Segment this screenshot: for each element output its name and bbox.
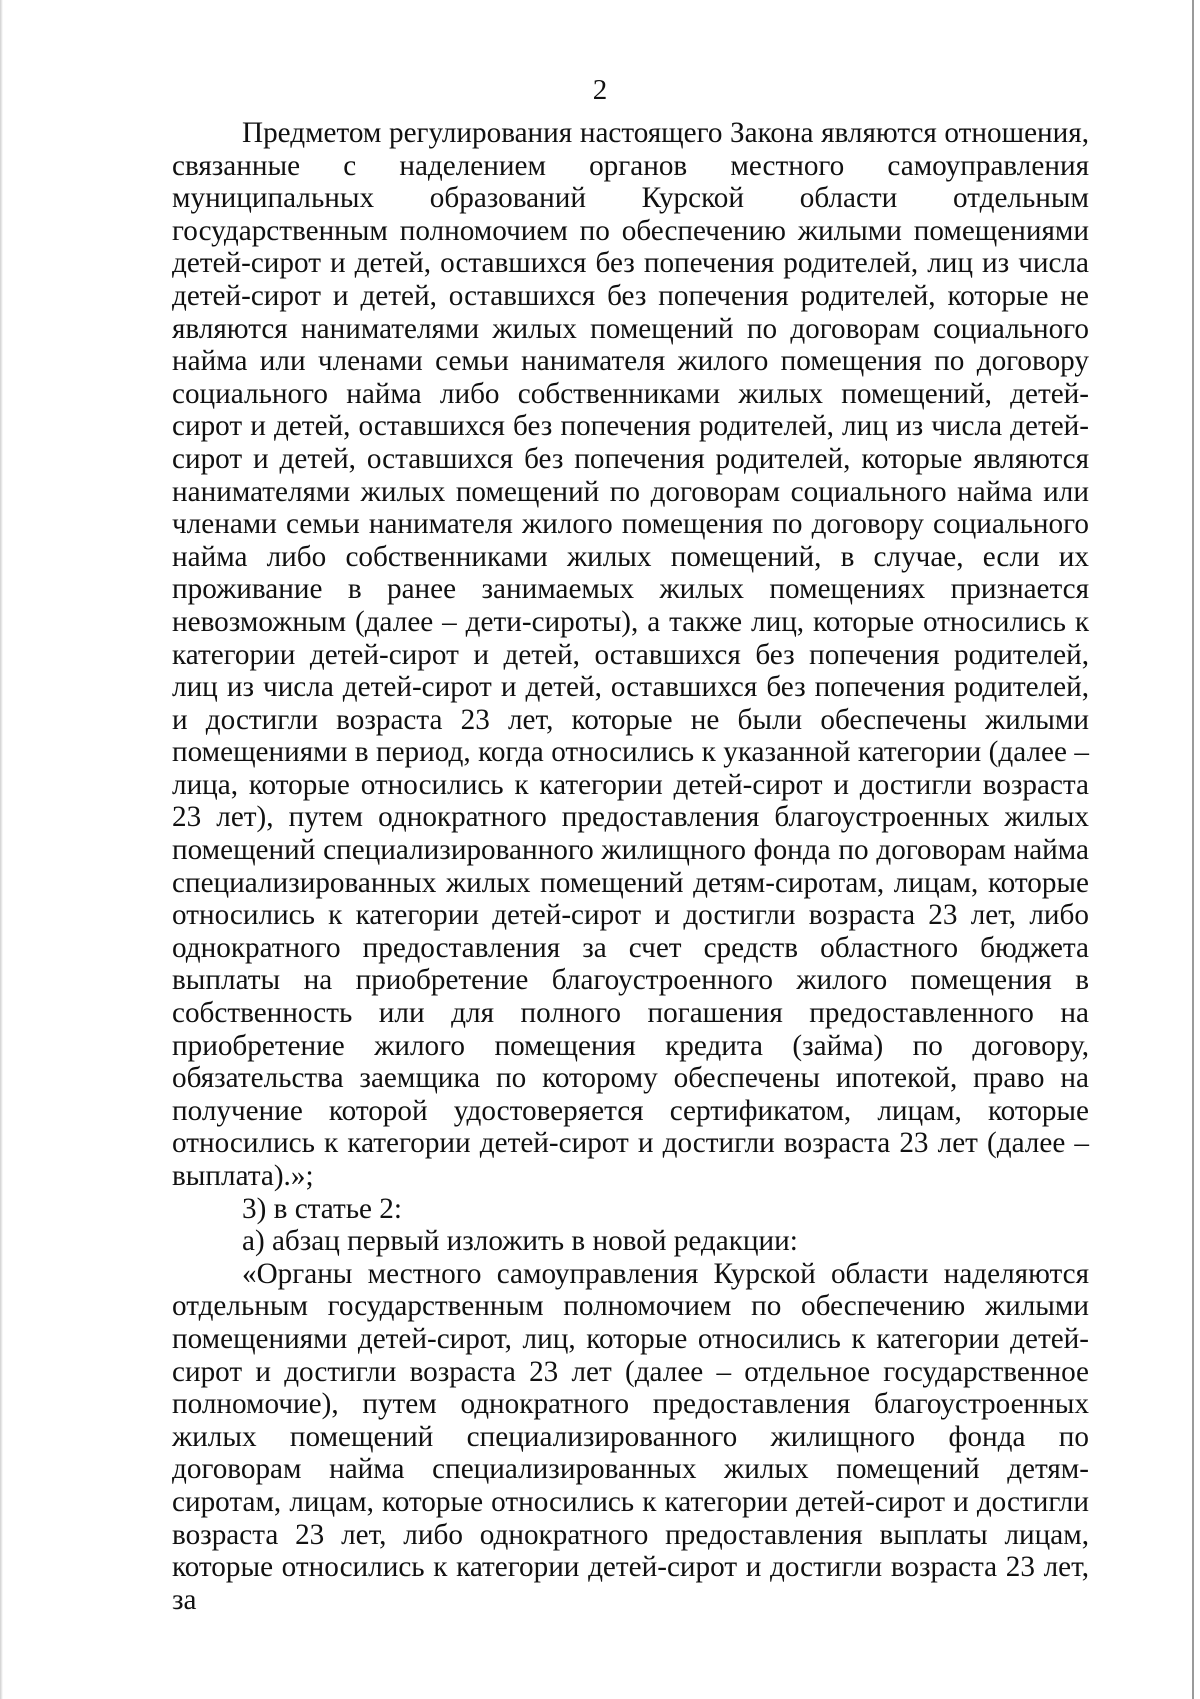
scan-edge-left	[0, 0, 3, 1699]
paragraph-new-wording: «Органы местного самоуправления Курской области наделяются отдельным государственным полномочием по обеспечению жилыми помещениями детей-сирот, лиц, которые относились к категории детей-сирот и достигли возраста 23 лет (далее – отдельное государственное полномочие), путем однократного предоставления благоустроенных жилых помещений специализированного жилищного фонда по договорам найма специализированных жилых помещений детям-сиротам, лицам, которые относились к категории детей-сирот и достигли возраста 23 лет, либо однократного предоставления выплаты лицам, которые относились к категории детей-сирот и достигли возраста 23 лет, за	[172, 1257, 1089, 1616]
page-number: 2	[592, 74, 608, 106]
paragraph-item-3: 3) в статье 2:	[242, 1192, 402, 1225]
scan-edge-right	[1192, 0, 1194, 1699]
document-body	[172, 117, 1089, 1616]
paragraph-subitem-a: а) абзац первый изложить в новой редакции:	[242, 1225, 798, 1258]
paragraph-subject-of-regulation: Предметом регулирования настоящего Закона являются отношения, связанные с наделением органов местного самоуправления муниципальных образований Курской области отдельным государственным полномочием по обеспечению жилыми помещениями детей-сирот и детей, оставшихся без попечения родителей, лиц из числа детей-сирот и детей, оставшихся без попечения родителей, которые не являются нанимателями жилых помещений по договорам социального найма или членами семьи нанимателя жилого помещения по договору социального найма либо собственниками жилых помещений, детей-сирот и детей, оставшихся без попечения родителей, лиц из числа детей-сирот и детей, оставшихся без попечения родителей, которые являются нанимателями жилых помещений по договорам социального найма или членами семьи нанимателя жилого помещения по договору социального найма либо собственниками жилых помещений, в случае, если их проживание в ранее занимаемых жилых помещениях признается невозможным (далее – дети-сироты), а также лиц, которые относились к категории детей-сирот и детей, оставшихся без попечения родителей, лиц из числа детей-сирот и детей, оставшихся без попечения родителей, и достигли возраста 23 лет, которые не были обеспечены жилыми помещениями в период, когда относились к указанной категории (далее – лица, которые относились к категории детей-сирот и достигли возраста 23 лет), путем однократного предоставления благоустроенных жилых помещений специализированного жилищного фонда по договорам найма специализированных жилых помещений детям-сиротам, лицам, которые относились к категории детей-сирот и достигли возраста 23 лет, либо однократного предоставления за счет средств областного бюджета выплаты на приобретение благоустроенного жилого помещения в собственность или для полного погашения предоставленного на приобретение жилого помещения кредита (займа) по договору, обязательства заемщика по которому обеспечены ипотекой, право на получение которой удостоверяется сертификатом, лицам, которые относились к категории детей-сирот и достигли возраста 23 лет (далее – выплата).»;	[172, 117, 1089, 1192]
